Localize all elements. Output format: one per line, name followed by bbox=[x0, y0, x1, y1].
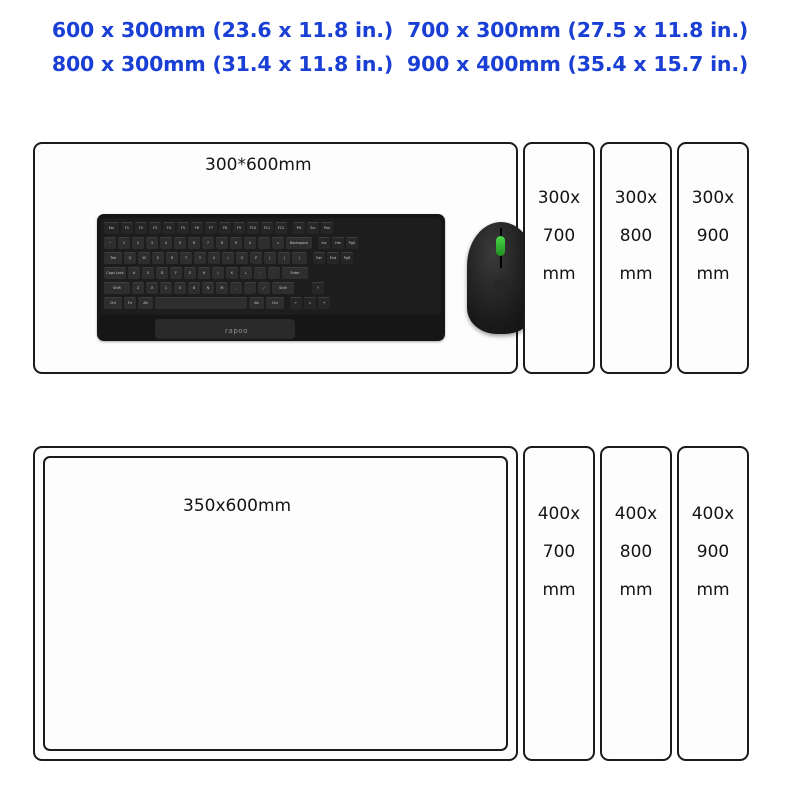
caption-line: mm bbox=[696, 580, 730, 600]
caption-line: 300x bbox=[614, 188, 658, 208]
size-option-700x300: 700 x 300mm (27.5 x 11.8 in.) bbox=[407, 18, 749, 42]
size-option-row bbox=[0, 18, 800, 42]
caption-line: 400x bbox=[537, 504, 581, 524]
caption-line: 800 bbox=[619, 226, 653, 246]
keyboard-row: Shift Z X C V B N M , . / Shift ↑ bbox=[104, 282, 324, 294]
keyboard-surface bbox=[101, 218, 441, 315]
keyboard-row: Tab Q W E R T Y U I O P [ ] \ Del End PgD bbox=[104, 252, 353, 264]
caption-line: mm bbox=[619, 264, 653, 284]
caption-line: 900 bbox=[696, 542, 730, 562]
size-options-header bbox=[0, 18, 800, 86]
caption-line: mm bbox=[542, 580, 576, 600]
caption-line: 300x bbox=[537, 188, 581, 208]
mousepad-400x700 bbox=[523, 446, 595, 761]
size-option-600x300: 600 x 300mm (23.6 x 11.8 in.) bbox=[51, 18, 393, 42]
mousepad-300x900 bbox=[677, 142, 749, 374]
caption-300x900 bbox=[679, 188, 747, 284]
size-option-row bbox=[0, 52, 800, 76]
caption-line: 300x bbox=[691, 188, 735, 208]
caption-300x800 bbox=[602, 188, 670, 284]
keyboard-row: ~ 1 2 3 4 5 6 7 8 9 0 - = Backspace Ins Hm PgU bbox=[104, 237, 358, 249]
keyboard-illustration bbox=[97, 214, 445, 341]
caption-350x600: 350x600mm bbox=[183, 496, 292, 516]
caption-line: 900 bbox=[696, 226, 730, 246]
mousepad-350x600 bbox=[33, 446, 518, 761]
mouse-scroll-wheel bbox=[496, 236, 505, 256]
mouse-logo bbox=[493, 280, 509, 290]
caption-400x900 bbox=[679, 504, 747, 600]
caption-line: 800 bbox=[619, 542, 653, 562]
keyboard-row: Ctrl Fn Alt Alt Ctrl ← ↓ → bbox=[104, 297, 330, 309]
mousepad-300x600 bbox=[33, 142, 518, 374]
diagram-group-300-series bbox=[0, 128, 800, 388]
size-option-800x300: 800 x 300mm (31.4 x 11.8 in.) bbox=[51, 52, 393, 76]
caption-300x600: 300*600mm bbox=[205, 155, 312, 175]
caption-line: 700 bbox=[542, 226, 576, 246]
keyboard-row: Caps Lock A S D F G H J K L ; ' Enter bbox=[104, 267, 308, 279]
caption-line: mm bbox=[696, 264, 730, 284]
caption-400x700 bbox=[525, 504, 593, 600]
caption-line: 400x bbox=[614, 504, 658, 524]
keyboard-row: Esc F1 F2 F3 F4 F5 F6 F7 F8 F9 F10 F11 F12 Prt Scr Pau bbox=[104, 222, 333, 234]
caption-line: mm bbox=[619, 580, 653, 600]
size-option-900x400: 900 x 400mm (35.4 x 15.7 in.) bbox=[407, 52, 749, 76]
diagram-group-400-series bbox=[0, 440, 800, 770]
mousepad-400x800 bbox=[600, 446, 672, 761]
caption-300x700 bbox=[525, 188, 593, 284]
mousepad-300x700 bbox=[523, 142, 595, 374]
keyboard-brand-logo: rapoo bbox=[225, 327, 249, 335]
caption-400x800 bbox=[602, 504, 670, 600]
mousepad-400x900 bbox=[677, 446, 749, 761]
mousepad-300x800 bbox=[600, 142, 672, 374]
caption-line: 700 bbox=[542, 542, 576, 562]
caption-line: mm bbox=[542, 264, 576, 284]
caption-line: 400x bbox=[691, 504, 735, 524]
